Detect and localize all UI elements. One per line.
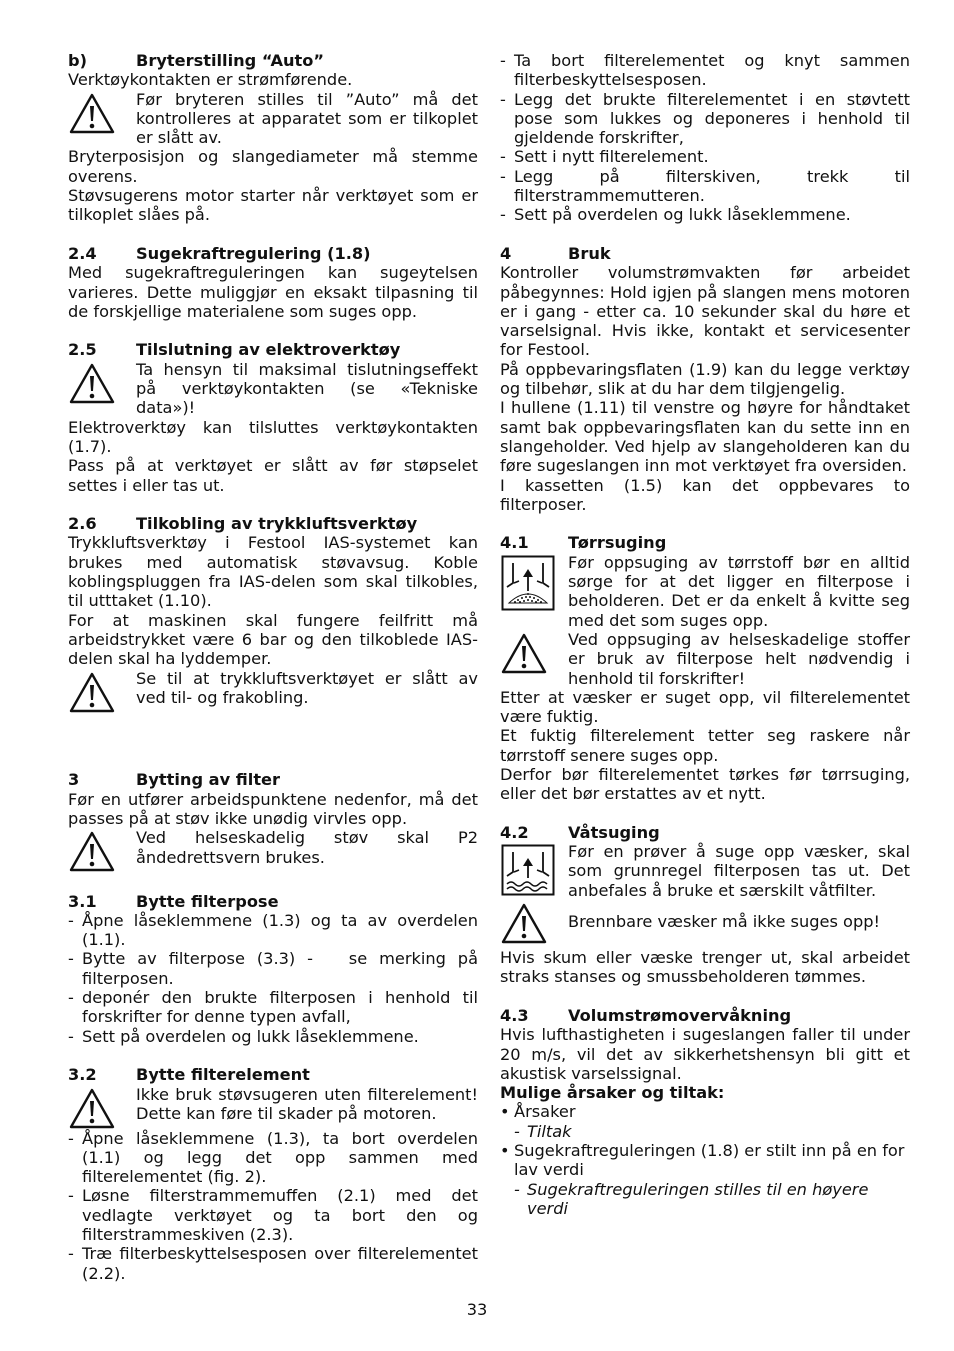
paragraph: Elektroverktøy kan tilsluttes verktøykontakten (1.7). [68,417,478,456]
paragraph: Et fuktig filterelement tetter seg raskere når tørrstoff senere suges opp. [500,726,910,765]
paragraph: Kontroller volumstrømvakten før arbeidet påbegynnes: Hold igjen på slangen mens motoren er i gang - etter ca. 10 sekunder skal du høre et varselsignal. Hvis ikke, kontakt et servicesenter for Festool. [500,263,910,360]
warning-triangle-icon [500,900,568,944]
paragraph: Hvis lufthastigheten i sugeslangen faller til under 20 m/s, vil det av sikkerhetshensyn bli gitt et akustisk varselssignal. [500,1025,910,1083]
warning-triangle-icon [68,360,136,404]
paragraph: Bryterposisjon og slangediameter må stemme overens. [68,147,478,186]
list-item: - Sett i nytt filterelement. [500,147,709,167]
paragraph: Derfor bør filterelementet tørkes før tørrsuging, eller det bør erstattes av et nytt. [500,764,910,804]
warning-note: Ved helseskadelig støv skal P2 åndedrettsvern brukes. [68,828,478,872]
info-note: Før oppsuging av tørrstoff bør en alltid sørge for at det ligger en filterpose i beholderen. Det er da enkelt å kvitte seg med det som suges opp. [500,553,910,630]
warning-triangle-icon [68,90,136,134]
list-item: - Træ filterbeskyttelsesposen over filterelementet (2.2). [68,1244,478,1283]
warning-note: Ikke bruk støvsugeren uten filterelement! Dette kan føre til skader på motoren. [68,1085,478,1129]
section-heading-2-6: 2.6 Tilkobling av trykkluftsverktøy [68,514,418,534]
section-heading-3-2: 3.2 Bytte filterelement [68,1065,310,1085]
warning-note: Før bryteren stilles til ”Auto” må det kontrolleres at apparatet som er tilkoplet er slått av. [68,90,478,148]
list-item: • Sugekraftreguleringen (1.8) er stilt inn på en for lav verdi [500,1141,905,1180]
paragraph: Etter at væsker er suget opp, vil filterelementet være fuktig. [500,687,910,727]
list-item: - Bytte av filterpose (3.3) - se merking på filterposen. [68,949,484,988]
right-column [500,51,910,1218]
warning-note: Se til at trykkluftsverktøyet er slått av ved til- og frakobling. [68,669,478,713]
section-heading-3: 3 Bytting av filter [68,770,281,790]
list-item: - Legg på filterskiven, trekk til filterstrammemutteren. [500,166,910,206]
list-item: • Årsaker [500,1102,576,1122]
section-heading-4-2: 4.2 Våtsuging [500,822,660,842]
list-item: - Sett på overdelen og lukk låseklemmene. [500,205,851,225]
list-item: - deponér den brukte filterposen i henhold til forskrifter for denne typen avfall, [68,988,478,1027]
section-heading-3-1: 3.1 Bytte filterpose [68,891,279,911]
paragraph: I kassetten (1.5) kan det oppbevares to filterposer. [500,475,910,514]
list-subitem: - Sugekraftreguleringen stilles til en høyere verdi [514,1179,869,1218]
paragraph: Støvsugerens motor starter når verktøyet som er tilkoplet slåes på. [68,186,478,225]
paragraph: Trykkluftsverktøy i Festool IAS-systemet kan brukes med automatisk støvavsug. Koble koblingspluggen fra IAS-delen som skal tilkobles, til utttaket (1.10). [68,533,478,611]
warning-note: Ved oppsuging av helseskadelige stoffer er bruk av filterpose helt nødvendig i henhold til forskrifter! [500,630,910,688]
section-heading-b: b) Bryterstilling “Auto” [68,51,324,70]
list-item: - Legg det brukte filterelementet i en støvtett pose som lukkes og deponeres i henhold til gjeldende forskrifter, [500,89,910,148]
list-subitem: - Tiltak [514,1121,572,1141]
paragraph: På oppbevaringsflaten (1.9) kan du legge verktøy og tilbehør, slik at du har dem tilgjengelig. [500,359,910,399]
paragraph: Verktøykontakten er strømførende. [68,70,353,90]
wet-suction-icon [500,842,568,896]
warning-triangle-icon [500,630,568,674]
list-item: - Åpne låseklemmene (1.3), ta bort overdelen (1.1) og legg det opp sammen med filterelementet (fig. 2). [68,1128,478,1187]
info-note: Før en prøver å suge opp væsker, skal som grunnregel filterposen tas ut. Det anbefales å bruke et særskilt våtfilter. [500,842,910,900]
warning-triangle-icon [68,669,136,713]
list-item: - Ta bort filterelementet og knyt sammen filterbeskyttelsesposen. [500,51,910,90]
section-heading-4-3: 4.3 Volumstrømovervåkning [500,1005,792,1025]
list-item: - Sett på overdelen og lukk låseklemmene. [68,1026,419,1046]
warning-triangle-icon [68,1085,136,1129]
paragraph: I hullene (1.11) til venstre og høyre for håndtaket samt bak oppbevaringsflaten kan du sette inn en slangeholder. Ved hjelp av slangeholderen kan du føre sugeslangen inn mot verktøyet fra oversiden. [500,398,910,476]
warning-note: Ta hensyn til maksimal tislutningseffekt på verktøykontakten (se «Tekniske data»)! [68,360,478,418]
list-item: - Åpne låseklemmene (1.3) og ta av overdelen (1.1). [68,910,478,950]
warning-triangle-icon [68,828,136,872]
section-heading-4-1: 4.1 Tørrsuging [500,533,667,553]
paragraph: Pass på at verktøyet er slått av før støpselet settes i eller tas ut. [68,456,478,495]
warning-note: Brennbare væsker må ikke suges opp! [500,900,910,944]
list-item: - Løsne filterstrammemuffen (2.1) med det vedlagte verktøyet og ta bort den og filterstrammeskiven (2.3). [68,1186,478,1245]
dry-suction-icon [500,553,568,611]
left-column [68,51,484,1283]
paragraph: For at maskinen skal fungere feilfritt må arbeidstrykket være 6 bar og den tilkoblede IAS-delen skal ha lyddemper. [68,610,478,669]
section-heading-4: 4 Bruk [500,243,611,263]
section-heading-2-5: 2.5 Tilslutning av elektroverktøy [68,340,401,360]
section-heading-2-4: 2.4 Sugekraftregulering (1.8) [68,243,371,263]
paragraph: Hvis skum eller væske trenger ut, skal arbeidet straks stanses og smussbeholderen tømmes. [500,948,910,987]
paragraph: Med sugekraftreguleringen kan sugeytelsen varieres. Dette muliggjør en eksakt tilpasning til de forskjellige materialene som suges opp. [68,263,478,321]
causes-heading: Mulige årsaker og tiltak: [500,1083,725,1103]
page-number: 33 [466,1300,488,1319]
paragraph: Før en utfører arbeidspunktene nedenfor, må det passes på at støv ikke unødig virvles opp. [68,789,478,828]
